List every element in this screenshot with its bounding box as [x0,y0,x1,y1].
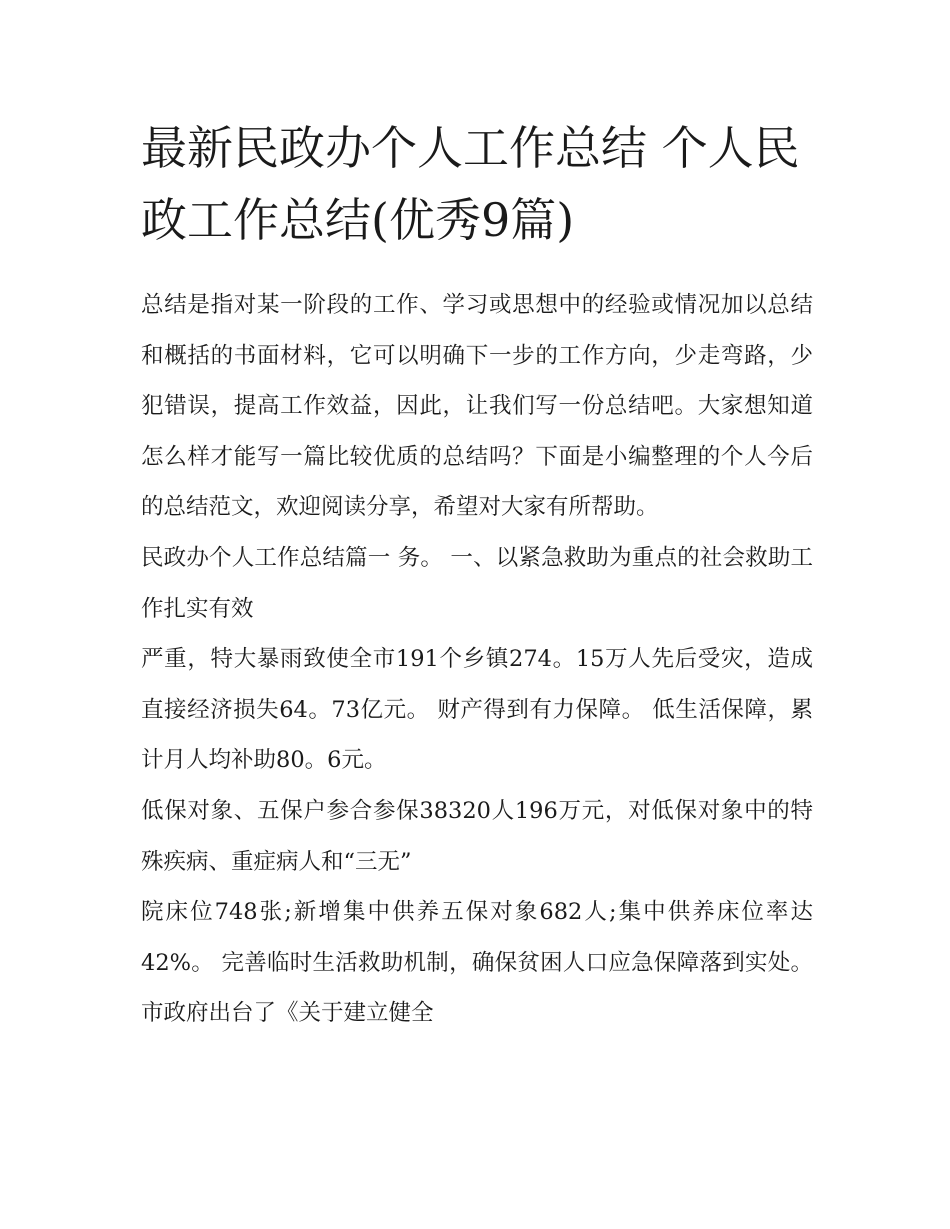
paragraph-disaster: 严重，特大暴雨致使全市191个乡镇274。15万人先后受灾，造成直接经济损失64。73亿元。 财产得到有力保障。 低生活保障，累计月人均补助80。6元。 [141,646,813,774]
document-page [141,112,813,1039]
paragraph-welfare-beds: 院床位748张;新增集中供养五保对象682人;集中供养床位率达42%。 完善临时生活救助机制，确保贫困人口应急保障落到实处。市政府出台了《关于建立健全 [141,899,813,1027]
paragraph-insurance: 低保对象、五保户参合参保38320人196万元，对低保对象中的特殊疾病、重症病人和“三无” [141,797,813,875]
paragraph-intro: 总结是指对某一阶段的工作、学习或思想中的经验或情况加以总结和概括的书面材料，它可以明确下一步的工作方向，少走弯路，少犯错误，提高工作效益，因此，让我们写一份总结吧。大家想知道怎么样才能写一篇比较优质的总结吗？下面是小编整理的个人今后的总结范文，欢迎阅读分享，希望对大家有所帮助。 [141,292,813,521]
document-title: 最新民政办个人工作总结 个人民政工作总结(优秀9篇) [141,121,800,247]
paragraph-section-heading: 民政办个人工作总结篇一 务。 一、以紧急救助为重点的社会救助工作扎实有效 [141,544,813,622]
